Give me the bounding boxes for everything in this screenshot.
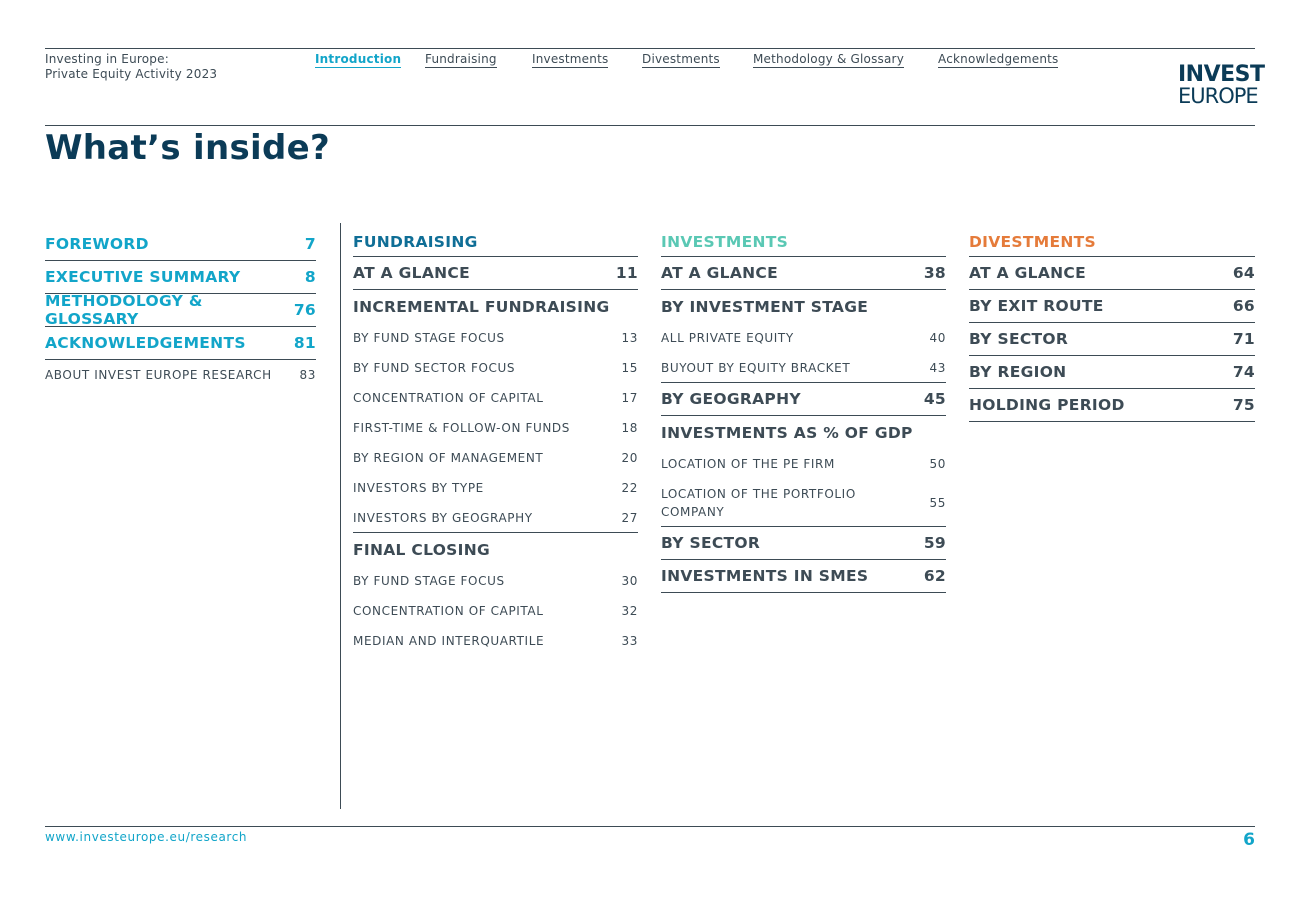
toc-item-holding-period[interactable] [969,389,1255,422]
toc-subheading-by-investment-stage[interactable] [661,290,946,323]
toc-page: 75 [1232,396,1255,414]
list-item[interactable] [353,323,638,353]
toc-page: 33 [621,634,638,648]
toc-page: 18 [621,421,638,435]
toc-page: 83 [299,368,316,382]
logo-word-invest: INVEST [1178,62,1265,87]
header-bottom-rule [45,125,1255,126]
list-item[interactable] [353,596,638,626]
section-heading-label: DIVESTMENTS [969,233,1096,251]
section-heading-label: INVESTMENTS [661,233,789,251]
fundraising-heading[interactable] [353,228,638,257]
toc-label: EXECUTIVE SUMMARY [45,268,241,286]
toc-label: BY FUND STAGE FOCUS [353,331,505,345]
toc-item-fundraising-at-a-glance[interactable] [353,257,638,290]
list-item[interactable] [353,566,638,596]
publication-title [45,52,217,82]
nav-investments[interactable]: Investments [532,52,609,66]
toc-label: FIRST-TIME & FOLLOW-ON FUNDS [353,421,570,435]
toc-page: 76 [293,301,316,319]
toc-label: BUYOUT BY EQUITY BRACKET [661,360,851,375]
toc-page: 15 [621,361,638,375]
toc-page: 81 [293,334,316,352]
toc-label: BY GEOGRAPHY [661,390,801,408]
toc-page: 64 [1232,264,1255,282]
toc-page: 45 [923,390,946,408]
list-item[interactable] [353,413,638,443]
list-item[interactable] [661,449,946,479]
toc-page: 66 [1232,297,1255,315]
nav-acknowledgements[interactable]: Acknowledgements [938,52,1059,66]
toc-item-investments-by-sector[interactable] [661,527,946,560]
toc-label: CONCENTRATION OF CAPITAL [353,604,544,618]
toc-label: INVESTMENTS AS % OF GDP [661,423,913,442]
toc-item-about-research[interactable] [45,360,316,390]
nav-divestments[interactable]: Divestments [642,52,720,66]
toc-page: 22 [621,481,638,495]
toc-subheading-gdp[interactable] [661,416,946,449]
toc-page: 43 [929,360,946,375]
investments-heading[interactable] [661,228,946,257]
toc-label: AT A GLANCE [353,264,470,282]
nav-fundraising[interactable]: Fundraising [425,52,497,66]
toc-label: MEDIAN AND INTERQUARTILE [353,634,545,648]
toc-label: BY REGION [969,363,1067,381]
toc-page: 32 [621,604,638,618]
publication-title-line2: Private Equity Activity 2023 [45,67,218,81]
divestments-heading[interactable] [969,228,1255,257]
toc-page: 62 [923,567,946,585]
list-item[interactable] [353,503,638,533]
section-heading-label: FUNDRAISING [353,233,478,251]
fundraising-column [353,228,638,656]
toc-label: BY FUND STAGE FOCUS [353,574,505,588]
toc-page: 30 [621,574,638,588]
invest-europe-logo[interactable] [1178,62,1265,108]
column-divider [340,223,341,809]
toc-label: INVESTMENTS IN SMES [661,567,869,585]
publication-title-line1: Investing in Europe: [45,52,169,66]
toc-page: 17 [621,391,638,405]
toc-page: 50 [929,457,946,471]
toc-item-acknowledgements[interactable] [45,327,316,360]
toc-page: 40 [929,331,946,345]
toc-page: 38 [923,264,946,282]
toc-page: 55 [929,495,946,510]
toc-label: METHODOLOGY & GLOSSARY [45,292,203,328]
toc-item-by-exit-route[interactable] [969,290,1255,323]
toc-label: INCREMENTAL FUNDRAISING [353,297,610,316]
list-item[interactable] [661,479,946,527]
toc-page: 11 [615,264,638,282]
toc-label: CONCENTRATION OF CAPITAL [353,391,544,405]
toc-label: ALL PRIVATE EQUITY [661,331,794,345]
toc-page: 71 [1232,330,1255,348]
toc-label: FINAL CLOSING [353,540,490,559]
toc-label: BY REGION OF MANAGEMENT [353,451,544,465]
header-top-rule [45,48,1255,49]
list-item[interactable] [353,473,638,503]
list-item[interactable] [353,443,638,473]
toc-item-investments-at-a-glance[interactable] [661,257,946,290]
toc-subheading-final-closing[interactable] [353,533,638,566]
list-item[interactable] [661,323,946,353]
toc-page: 59 [923,534,946,552]
toc-item-divestments-by-sector[interactable] [969,323,1255,356]
toc-page: 27 [621,510,638,525]
toc-subheading-incremental[interactable] [353,290,638,323]
list-item[interactable] [353,383,638,413]
list-item[interactable] [353,626,638,656]
toc-page: 7 [304,235,316,253]
toc-item-by-geography[interactable] [661,383,946,416]
toc-item-by-region[interactable] [969,356,1255,389]
investments-column [661,228,946,593]
toc-item-executive-summary[interactable] [45,261,316,294]
toc-item-foreword[interactable] [45,228,316,261]
toc-label: FOREWORD [45,235,149,253]
footer-rule [45,826,1255,827]
toc-label: BY SECTOR [969,330,1069,348]
toc-label: BY SECTOR [661,534,761,552]
toc-page: 20 [621,451,638,465]
list-item[interactable] [353,353,638,383]
nav-methodology-glossary[interactable]: Methodology & Glossary [753,52,904,66]
intro-column [45,228,316,390]
toc-page: 74 [1232,363,1255,381]
toc-page: 8 [304,268,316,286]
toc-label: AT A GLANCE [969,264,1086,282]
toc-label: BY INVESTMENT STAGE [661,297,869,316]
toc-item-divestments-at-a-glance[interactable] [969,257,1255,290]
footer-url-link[interactable]: www.investeurope.eu/research [45,830,248,844]
toc-page: 13 [621,331,638,345]
toc-label: AT A GLANCE [661,264,778,282]
toc-label: BY FUND SECTOR FOCUS [353,361,516,375]
page-title: What’s inside? [45,128,330,168]
toc-label: INVESTORS BY TYPE [353,481,484,495]
toc-label: LOCATION OF THE PORTFOLIO COMPANY [661,486,856,519]
toc-item-methodology-glossary[interactable] [45,294,316,327]
page-number: 6 [1243,830,1255,850]
divestments-column [969,228,1255,422]
toc-label: HOLDING PERIOD [969,396,1125,414]
toc-item-investments-in-smes[interactable] [661,560,946,593]
logo-word-europe: EUROPE [1178,84,1258,108]
toc-label: BY EXIT ROUTE [969,297,1104,315]
list-item[interactable] [661,353,946,383]
toc-label: LOCATION OF THE PE FIRM [661,457,835,471]
toc-label: ABOUT INVEST EUROPE RESEARCH [45,368,272,382]
toc-label: ACKNOWLEDGEMENTS [45,334,246,352]
nav-introduction[interactable]: Introduction [315,52,402,66]
toc-label: INVESTORS BY GEOGRAPHY [353,510,533,525]
